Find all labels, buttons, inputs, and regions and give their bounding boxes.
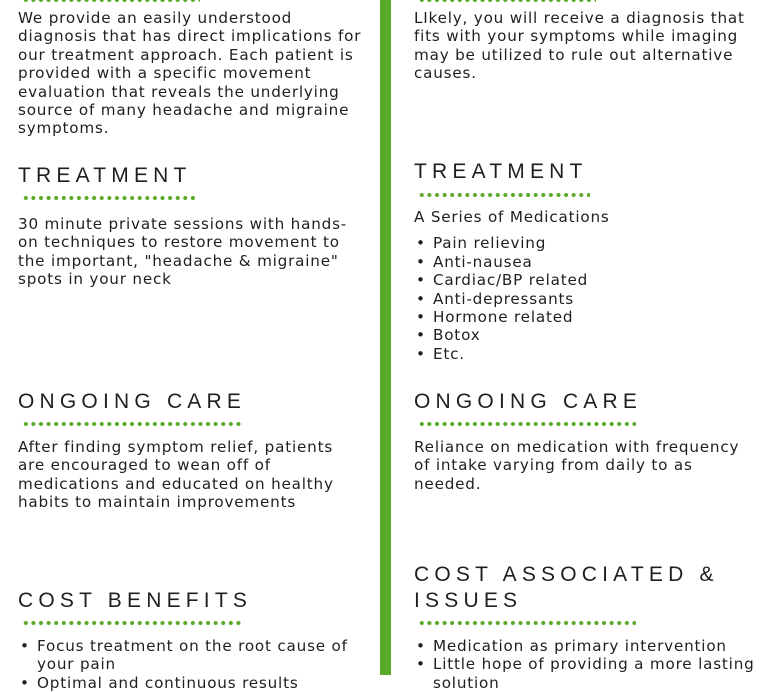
right-cost-heading: COST ASSOCIATED & ISSUES xyxy=(414,563,719,612)
bullet-icon: • xyxy=(416,637,426,655)
bullet-icon: • xyxy=(416,271,426,290)
right-intro-section xyxy=(414,9,760,83)
list-item xyxy=(414,345,760,363)
list-item-text: Anti-depressants xyxy=(433,289,574,308)
list-item-text: Medication as primary intervention xyxy=(433,637,727,655)
list-item-text: Pain relieving xyxy=(433,234,547,253)
left-ongoing-heading: ONGOING CARE xyxy=(18,390,247,413)
list-item xyxy=(414,637,760,655)
right-ongoing-heading: ONGOING CARE xyxy=(414,390,643,413)
left-cost-list xyxy=(18,637,363,692)
dotted-separator xyxy=(418,193,590,197)
list-item xyxy=(414,234,760,252)
bullet-icon: • xyxy=(416,234,426,253)
list-item xyxy=(18,637,363,674)
left-treatment-heading: TREATMENT xyxy=(18,164,192,187)
right-ongoing-text: Reliance on medication with frequency of intake varying from daily to as needed. xyxy=(414,438,740,493)
center-divider xyxy=(380,0,391,675)
left-ongoing-section xyxy=(18,389,363,512)
left-cost-section xyxy=(18,588,363,692)
left-intro-text: We provide an easily understood diagnosis that has direct implications for our treatment approach. Each patient is provided with a specific movement evaluation that reveals the underlying source of many headache and migraine symptoms. xyxy=(18,9,362,138)
list-item xyxy=(18,674,363,692)
list-item-text: Anti-nausea xyxy=(433,252,533,271)
bullet-icon: • xyxy=(416,289,426,308)
list-item-text: Etc. xyxy=(433,344,465,363)
right-treatment-list xyxy=(414,234,760,363)
list-item-text: Little hope of providing a more lasting solution xyxy=(433,655,755,692)
left-cost-heading: COST BENEFITS xyxy=(18,589,253,612)
right-treatment-heading: TREATMENT xyxy=(414,160,588,183)
right-intro-text: LIkely, you will receive a diagnosis that fits with your symptoms while imaging may be utilized to rule out alternative causes. xyxy=(414,9,745,83)
dotted-separator xyxy=(418,0,596,2)
bullet-icon: • xyxy=(20,673,30,692)
left-ongoing-text: After finding symptom relief, patients are encouraged to wean off of medications and educated on healthy habits to maintain improvements xyxy=(18,438,334,512)
right-cost-list xyxy=(414,637,760,692)
dotted-separator xyxy=(418,422,636,426)
right-ongoing-section xyxy=(414,389,760,493)
list-item-text: Cardiac/BP related xyxy=(433,271,589,290)
bullet-icon: • xyxy=(20,637,30,655)
list-item xyxy=(414,326,760,344)
list-item-text: Botox xyxy=(433,326,481,345)
list-item xyxy=(414,308,760,326)
right-cost-section xyxy=(414,562,760,692)
right-treatment-section xyxy=(414,159,760,363)
right-treatment-subheading: A Series of Medications xyxy=(414,208,610,226)
list-item-text: Optimal and continuous results xyxy=(37,673,299,692)
list-item xyxy=(414,271,760,289)
bullet-icon: • xyxy=(416,344,426,363)
dotted-separator xyxy=(22,422,244,426)
bullet-icon: • xyxy=(416,308,426,327)
bullet-icon: • xyxy=(416,655,426,674)
list-item xyxy=(414,253,760,271)
bullet-icon: • xyxy=(416,326,426,345)
left-treatment-section xyxy=(18,163,363,289)
bullet-icon: • xyxy=(416,252,426,271)
dotted-separator xyxy=(22,621,244,625)
left-intro-section xyxy=(18,9,363,138)
list-item-text: Hormone related xyxy=(433,308,574,327)
left-treatment-text: 30 minute private sessions with hands-on techniques to restore movement to the important, "headache & migraine" spots in your neck xyxy=(18,215,348,289)
dotted-separator xyxy=(22,0,200,2)
list-item-text: Focus treatment on the root cause of your pain xyxy=(37,637,348,674)
dotted-separator xyxy=(22,196,198,200)
list-item xyxy=(414,655,760,692)
dotted-separator xyxy=(418,621,636,625)
list-item xyxy=(414,290,760,308)
